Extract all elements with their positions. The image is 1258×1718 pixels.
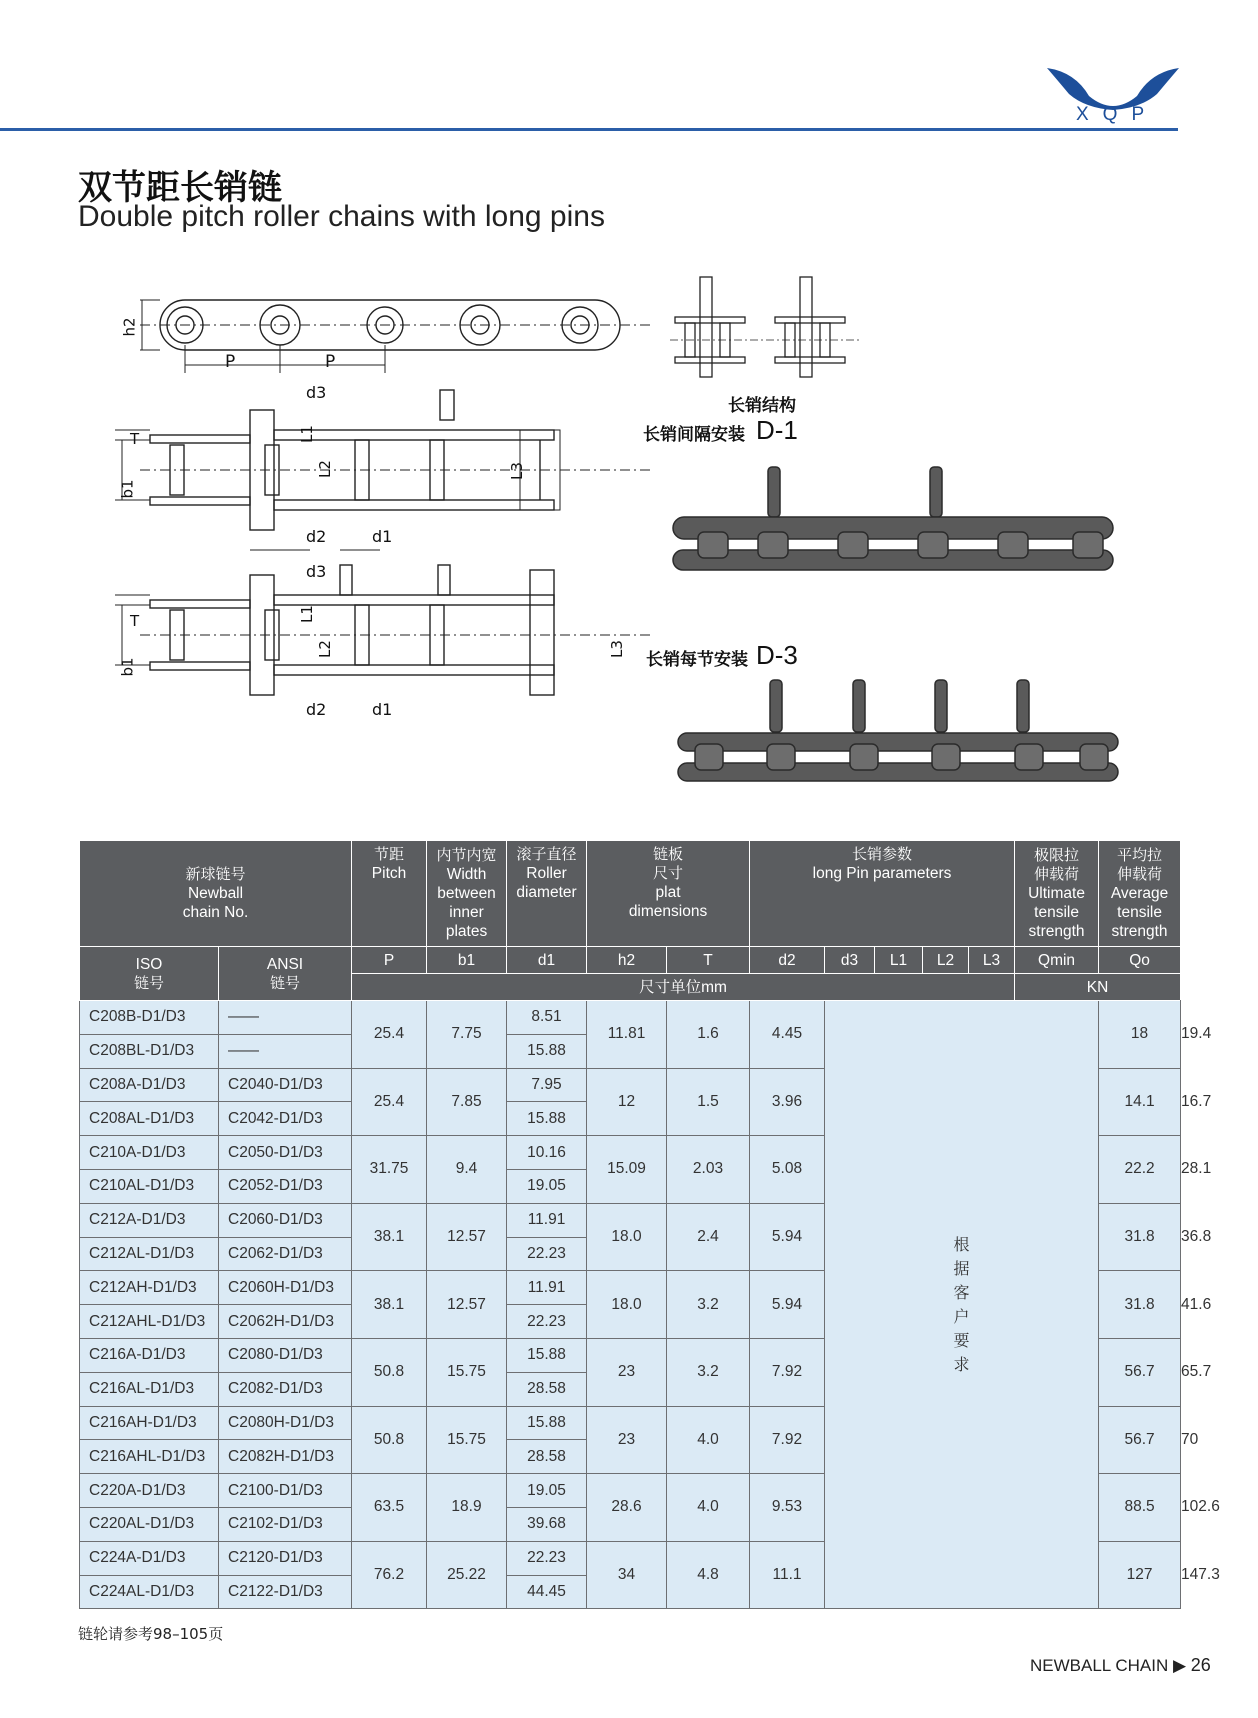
chain-technical-drawing — [110, 265, 670, 735]
width-value: 15.75 — [427, 1406, 507, 1474]
ansi-chain-no: C2060H-D1/D3 — [219, 1271, 352, 1305]
plate-height-value: 15.09 — [587, 1136, 667, 1204]
header-ansi: ANSI 链号 — [219, 947, 352, 1001]
roller-diameter-value: 22.23 — [507, 1237, 587, 1271]
header-sym-qmin: Qmin — [1015, 947, 1099, 974]
drawing-label-d1-bottom: d1 — [372, 700, 393, 719]
footer-arrow-icon: ▶ — [1172, 1656, 1187, 1675]
d1-install-label: 长销间隔安装 — [643, 425, 745, 445]
roller-diameter-value: 11.91 — [507, 1203, 587, 1237]
drawing-label-t-top: T — [130, 430, 140, 448]
roller-diameter-value: 28.58 — [507, 1440, 587, 1474]
ansi-chain-no: C2052-D1/D3 — [219, 1169, 352, 1203]
width-value: 25.22 — [427, 1541, 507, 1609]
ultimate-strength-value: 56.7 — [1099, 1406, 1181, 1474]
plate-thickness-value: 1.6 — [667, 1001, 750, 1069]
header-sym-l2: L2 — [923, 947, 969, 974]
pin-diameter-value: 5.94 — [750, 1271, 825, 1339]
drawing-label-d3-bottom: d3 — [306, 562, 327, 581]
ultimate-strength-value: 31.8 — [1099, 1271, 1181, 1339]
roller-diameter-value: 10.16 — [507, 1136, 587, 1170]
header-ultimate: 极限拉 伸载荷 Ultimate tensile strength — [1015, 841, 1099, 947]
drawing-label-l3-bottom: L3 — [607, 640, 626, 658]
width-value: 7.85 — [427, 1068, 507, 1136]
ultimate-strength-value: 18 — [1099, 1001, 1181, 1069]
pitch-value: 50.8 — [352, 1338, 427, 1406]
ansi-chain-no: —— — [219, 1034, 352, 1068]
pitch-value: 38.1 — [352, 1203, 427, 1271]
long-pin-structure-drawing — [670, 272, 860, 382]
plate-thickness-value: 4.0 — [667, 1474, 750, 1542]
drawing-label-l3-top: L3 — [507, 462, 526, 480]
drawing-label-d2-top: d2 — [306, 527, 327, 546]
iso-chain-no: C224A-D1/D3 — [80, 1541, 219, 1575]
header-long-pin: 长销参数 long Pin parameters — [750, 841, 1015, 947]
ansi-chain-no: C2082-D1/D3 — [219, 1372, 352, 1406]
ultimate-strength-value: 127 — [1099, 1541, 1181, 1609]
ansi-chain-no: C2062-D1/D3 — [219, 1237, 352, 1271]
sprocket-footnote: 链轮请参考98–105页 — [78, 1625, 224, 1643]
table-row: C208A-D1/D3 C2040-D1/D3 25.4 7.85 7.95 12 1.5 3.96 14.1 16.7 — [80, 1068, 1181, 1102]
header-chain-no: 新球链号 Newball chain No. — [80, 841, 352, 947]
ansi-chain-no: C2080H-D1/D3 — [219, 1406, 352, 1440]
iso-chain-no: C208B-D1/D3 — [80, 1001, 219, 1035]
ansi-chain-no: C2060-D1/D3 — [219, 1203, 352, 1237]
iso-chain-no: C212AH-D1/D3 — [80, 1271, 219, 1305]
d3-install-label: 长销每节安装 — [646, 650, 748, 670]
pitch-value: 63.5 — [352, 1474, 427, 1542]
table-row: C212AH-D1/D3 C2060H-D1/D3 38.1 12.57 11.91 18.0 3.2 5.94 31.8 41.6 — [80, 1271, 1181, 1305]
header-sym-t: T — [667, 947, 750, 974]
ansi-chain-no: C2120-D1/D3 — [219, 1541, 352, 1575]
header-sym-p: P — [352, 947, 427, 974]
drawing-label-b1-bottom: b1 — [118, 657, 137, 677]
iso-chain-no: C208A-D1/D3 — [80, 1068, 219, 1102]
header-sym-d2: d2 — [750, 947, 825, 974]
iso-chain-no: C216AHL-D1/D3 — [80, 1440, 219, 1474]
table-row: C210A-D1/D3 C2050-D1/D3 31.75 9.4 10.16 15.09 2.03 5.08 22.2 28.1 — [80, 1136, 1181, 1170]
iso-chain-no: C208BL-D1/D3 — [80, 1034, 219, 1068]
plate-thickness-value: 3.2 — [667, 1271, 750, 1339]
ansi-chain-no: C2102-D1/D3 — [219, 1507, 352, 1541]
width-value: 9.4 — [427, 1136, 507, 1204]
plate-height-value: 18.0 — [587, 1203, 667, 1271]
drawing-label-p2: P — [325, 352, 336, 372]
iso-chain-no: C216A-D1/D3 — [80, 1338, 219, 1372]
page-title-cn: 双节距长销链 — [78, 168, 282, 208]
page-title-en: Double pitch roller chains with long pins — [78, 200, 605, 233]
pin-diameter-value: 7.92 — [750, 1406, 825, 1474]
plate-height-value: 23 — [587, 1406, 667, 1474]
logo-text: XQP — [1076, 104, 1159, 125]
ansi-chain-no: C2040-D1/D3 — [219, 1068, 352, 1102]
ansi-chain-no: C2122-D1/D3 — [219, 1575, 352, 1609]
roller-diameter-value: 22.23 — [507, 1541, 587, 1575]
drawing-label-l1-top: L1 — [297, 425, 316, 443]
plate-height-value: 23 — [587, 1338, 667, 1406]
header-sym-l3: L3 — [969, 947, 1015, 974]
drawing-label-d1-top: d1 — [372, 527, 393, 546]
d3-chain-photo — [675, 678, 1125, 783]
ultimate-strength-value: 88.5 — [1099, 1474, 1181, 1542]
ultimate-strength-value: 14.1 — [1099, 1068, 1181, 1136]
pin-diameter-value: 11.1 — [750, 1541, 825, 1609]
roller-diameter-value: 7.95 — [507, 1068, 587, 1102]
page-footer — [1030, 1655, 1211, 1676]
header-sym-d3: d3 — [825, 947, 875, 974]
plate-thickness-value: 1.5 — [667, 1068, 750, 1136]
table-row: C216AH-D1/D3 C2080H-D1/D3 50.8 15.75 15.88 23 4.0 7.92 56.7 70 — [80, 1406, 1181, 1440]
iso-chain-no: C212A-D1/D3 — [80, 1203, 219, 1237]
header-sym-b1: b1 — [427, 947, 507, 974]
iso-chain-no: C216AL-D1/D3 — [80, 1372, 219, 1406]
roller-diameter-value: 22.23 — [507, 1305, 587, 1339]
pin-diameter-value: 7.92 — [750, 1338, 825, 1406]
plate-thickness-value: 2.4 — [667, 1203, 750, 1271]
table-row: C212A-D1/D3 C2060-D1/D3 38.1 12.57 11.91 18.0 2.4 5.94 31.8 36.8 — [80, 1203, 1181, 1237]
pin-diameter-value: 3.96 — [750, 1068, 825, 1136]
roller-diameter-value: 15.88 — [507, 1406, 587, 1440]
spec-table-body — [80, 1001, 1220, 1609]
table-row: C220A-D1/D3 C2100-D1/D3 63.5 18.9 19.05 28.6 4.0 9.53 88.5 102.6 — [80, 1474, 1181, 1508]
drawing-label-p1: P — [225, 352, 236, 372]
roller-diameter-value: 19.05 — [507, 1474, 587, 1508]
ansi-chain-no: C2100-D1/D3 — [219, 1474, 352, 1508]
pin-diameter-value: 4.45 — [750, 1001, 825, 1069]
drawing-label-l2-top: L2 — [315, 460, 334, 478]
width-value: 7.75 — [427, 1001, 507, 1069]
roller-diameter-value: 44.45 — [507, 1575, 587, 1609]
pitch-value: 31.75 — [352, 1136, 427, 1204]
header-average: 平均拉 伸载荷 Average tensile strength — [1099, 841, 1181, 947]
plate-height-value: 34 — [587, 1541, 667, 1609]
header-sym-l1: L1 — [875, 947, 923, 974]
long-pin-structure-label: 长销结构 — [728, 396, 796, 416]
plate-thickness-value: 3.2 — [667, 1338, 750, 1406]
d3-code-label: D-3 — [756, 640, 798, 670]
width-value: 18.9 — [427, 1474, 507, 1542]
header-pitch: 节距 Pitch — [352, 841, 427, 947]
pitch-value: 76.2 — [352, 1541, 427, 1609]
iso-chain-no: C212AHL-D1/D3 — [80, 1305, 219, 1339]
table-row: C216A-D1/D3 C2080-D1/D3 50.8 15.75 15.88 23 3.2 7.92 56.7 65.7 — [80, 1338, 1181, 1372]
drawing-label-l1-bottom: L1 — [297, 605, 316, 623]
width-value: 12.57 — [427, 1271, 507, 1339]
pitch-value: 50.8 — [352, 1406, 427, 1474]
d1-chain-photo — [668, 462, 1123, 572]
pitch-value: 25.4 — [352, 1068, 427, 1136]
header-sym-qo: Qo — [1099, 947, 1181, 974]
header-rule — [0, 128, 1178, 131]
roller-diameter-value: 28.58 — [507, 1372, 587, 1406]
roller-diameter-value: 11.91 — [507, 1271, 587, 1305]
plate-height-value: 11.81 — [587, 1001, 667, 1069]
long-pin-note-text: 根据客户要求 — [953, 1234, 970, 1374]
header-unit-mm: 尺寸单位mm — [352, 974, 1015, 1001]
roller-diameter-value: 15.88 — [507, 1034, 587, 1068]
pin-diameter-value: 5.08 — [750, 1136, 825, 1204]
plate-height-value: 28.6 — [587, 1474, 667, 1542]
table-row: C224A-D1/D3 C2120-D1/D3 76.2 25.22 22.23 34 4.8 11.1 127 147.3 — [80, 1541, 1181, 1575]
footer-brand: NEWBALL CHAIN — [1030, 1656, 1169, 1675]
ultimate-strength-value: 31.8 — [1099, 1203, 1181, 1271]
header-iso: ISO 链号 — [80, 947, 219, 1001]
drawing-label-h2: h2 — [120, 317, 139, 337]
header-roller: 滚子直径 Roller diameter — [507, 841, 587, 947]
iso-chain-no: C210A-D1/D3 — [80, 1136, 219, 1170]
drawing-label-t-bottom: T — [130, 612, 140, 630]
header-plate: 链板 尺寸 plat dimensions — [587, 841, 750, 947]
roller-diameter-value: 39.68 — [507, 1507, 587, 1541]
plate-thickness-value: 4.8 — [667, 1541, 750, 1609]
iso-chain-no: C208AL-D1/D3 — [80, 1102, 219, 1136]
roller-diameter-value: 15.88 — [507, 1338, 587, 1372]
long-pin-parameters-note — [825, 1001, 1099, 1609]
iso-chain-no: C210AL-D1/D3 — [80, 1169, 219, 1203]
ansi-chain-no: C2050-D1/D3 — [219, 1136, 352, 1170]
roller-diameter-value: 8.51 — [507, 1001, 587, 1035]
plate-thickness-value: 2.03 — [667, 1136, 750, 1204]
ansi-chain-no: C2080-D1/D3 — [219, 1338, 352, 1372]
iso-chain-no: C216AH-D1/D3 — [80, 1406, 219, 1440]
ansi-chain-no: C2042-D1/D3 — [219, 1102, 352, 1136]
width-value: 12.57 — [427, 1203, 507, 1271]
pin-diameter-value: 5.94 — [750, 1203, 825, 1271]
drawing-label-d3-top: d3 — [306, 383, 327, 402]
spec-table — [79, 840, 1220, 1609]
header-sym-h2: h2 — [587, 947, 667, 974]
page-number: 26 — [1190, 1655, 1211, 1675]
drawing-label-d2-bottom: d2 — [306, 700, 327, 719]
iso-chain-no: C212AL-D1/D3 — [80, 1237, 219, 1271]
plate-thickness-value: 4.0 — [667, 1406, 750, 1474]
plate-height-value: 12 — [587, 1068, 667, 1136]
drawing-label-l2-bottom: L2 — [315, 640, 334, 658]
width-value: 15.75 — [427, 1338, 507, 1406]
iso-chain-no: C220A-D1/D3 — [80, 1474, 219, 1508]
header-width: 内节内宽 Width between inner plates — [427, 841, 507, 947]
ansi-chain-no: C2062H-D1/D3 — [219, 1305, 352, 1339]
header-sym-d1: d1 — [507, 947, 587, 974]
ultimate-strength-value: 56.7 — [1099, 1338, 1181, 1406]
ansi-chain-no: C2082H-D1/D3 — [219, 1440, 352, 1474]
roller-diameter-value: 15.88 — [507, 1102, 587, 1136]
iso-chain-no: C224AL-D1/D3 — [80, 1575, 219, 1609]
d1-code-label: D-1 — [756, 415, 798, 445]
table-row: C208B-D1/D3 —— 25.4 7.75 8.51 11.81 1.6 4.45 根据客户要求 18 19.4 — [80, 1001, 1181, 1035]
plate-height-value: 18.0 — [587, 1271, 667, 1339]
pitch-value: 25.4 — [352, 1001, 427, 1069]
drawing-label-b1-top: b1 — [118, 479, 137, 499]
pin-diameter-value: 9.53 — [750, 1474, 825, 1542]
iso-chain-no: C220AL-D1/D3 — [80, 1507, 219, 1541]
ultimate-strength-value: 22.2 — [1099, 1136, 1181, 1204]
ansi-chain-no: —— — [219, 1001, 352, 1035]
roller-diameter-value: 19.05 — [507, 1169, 587, 1203]
pitch-value: 38.1 — [352, 1271, 427, 1339]
header-unit-kn: KN — [1015, 974, 1181, 1001]
